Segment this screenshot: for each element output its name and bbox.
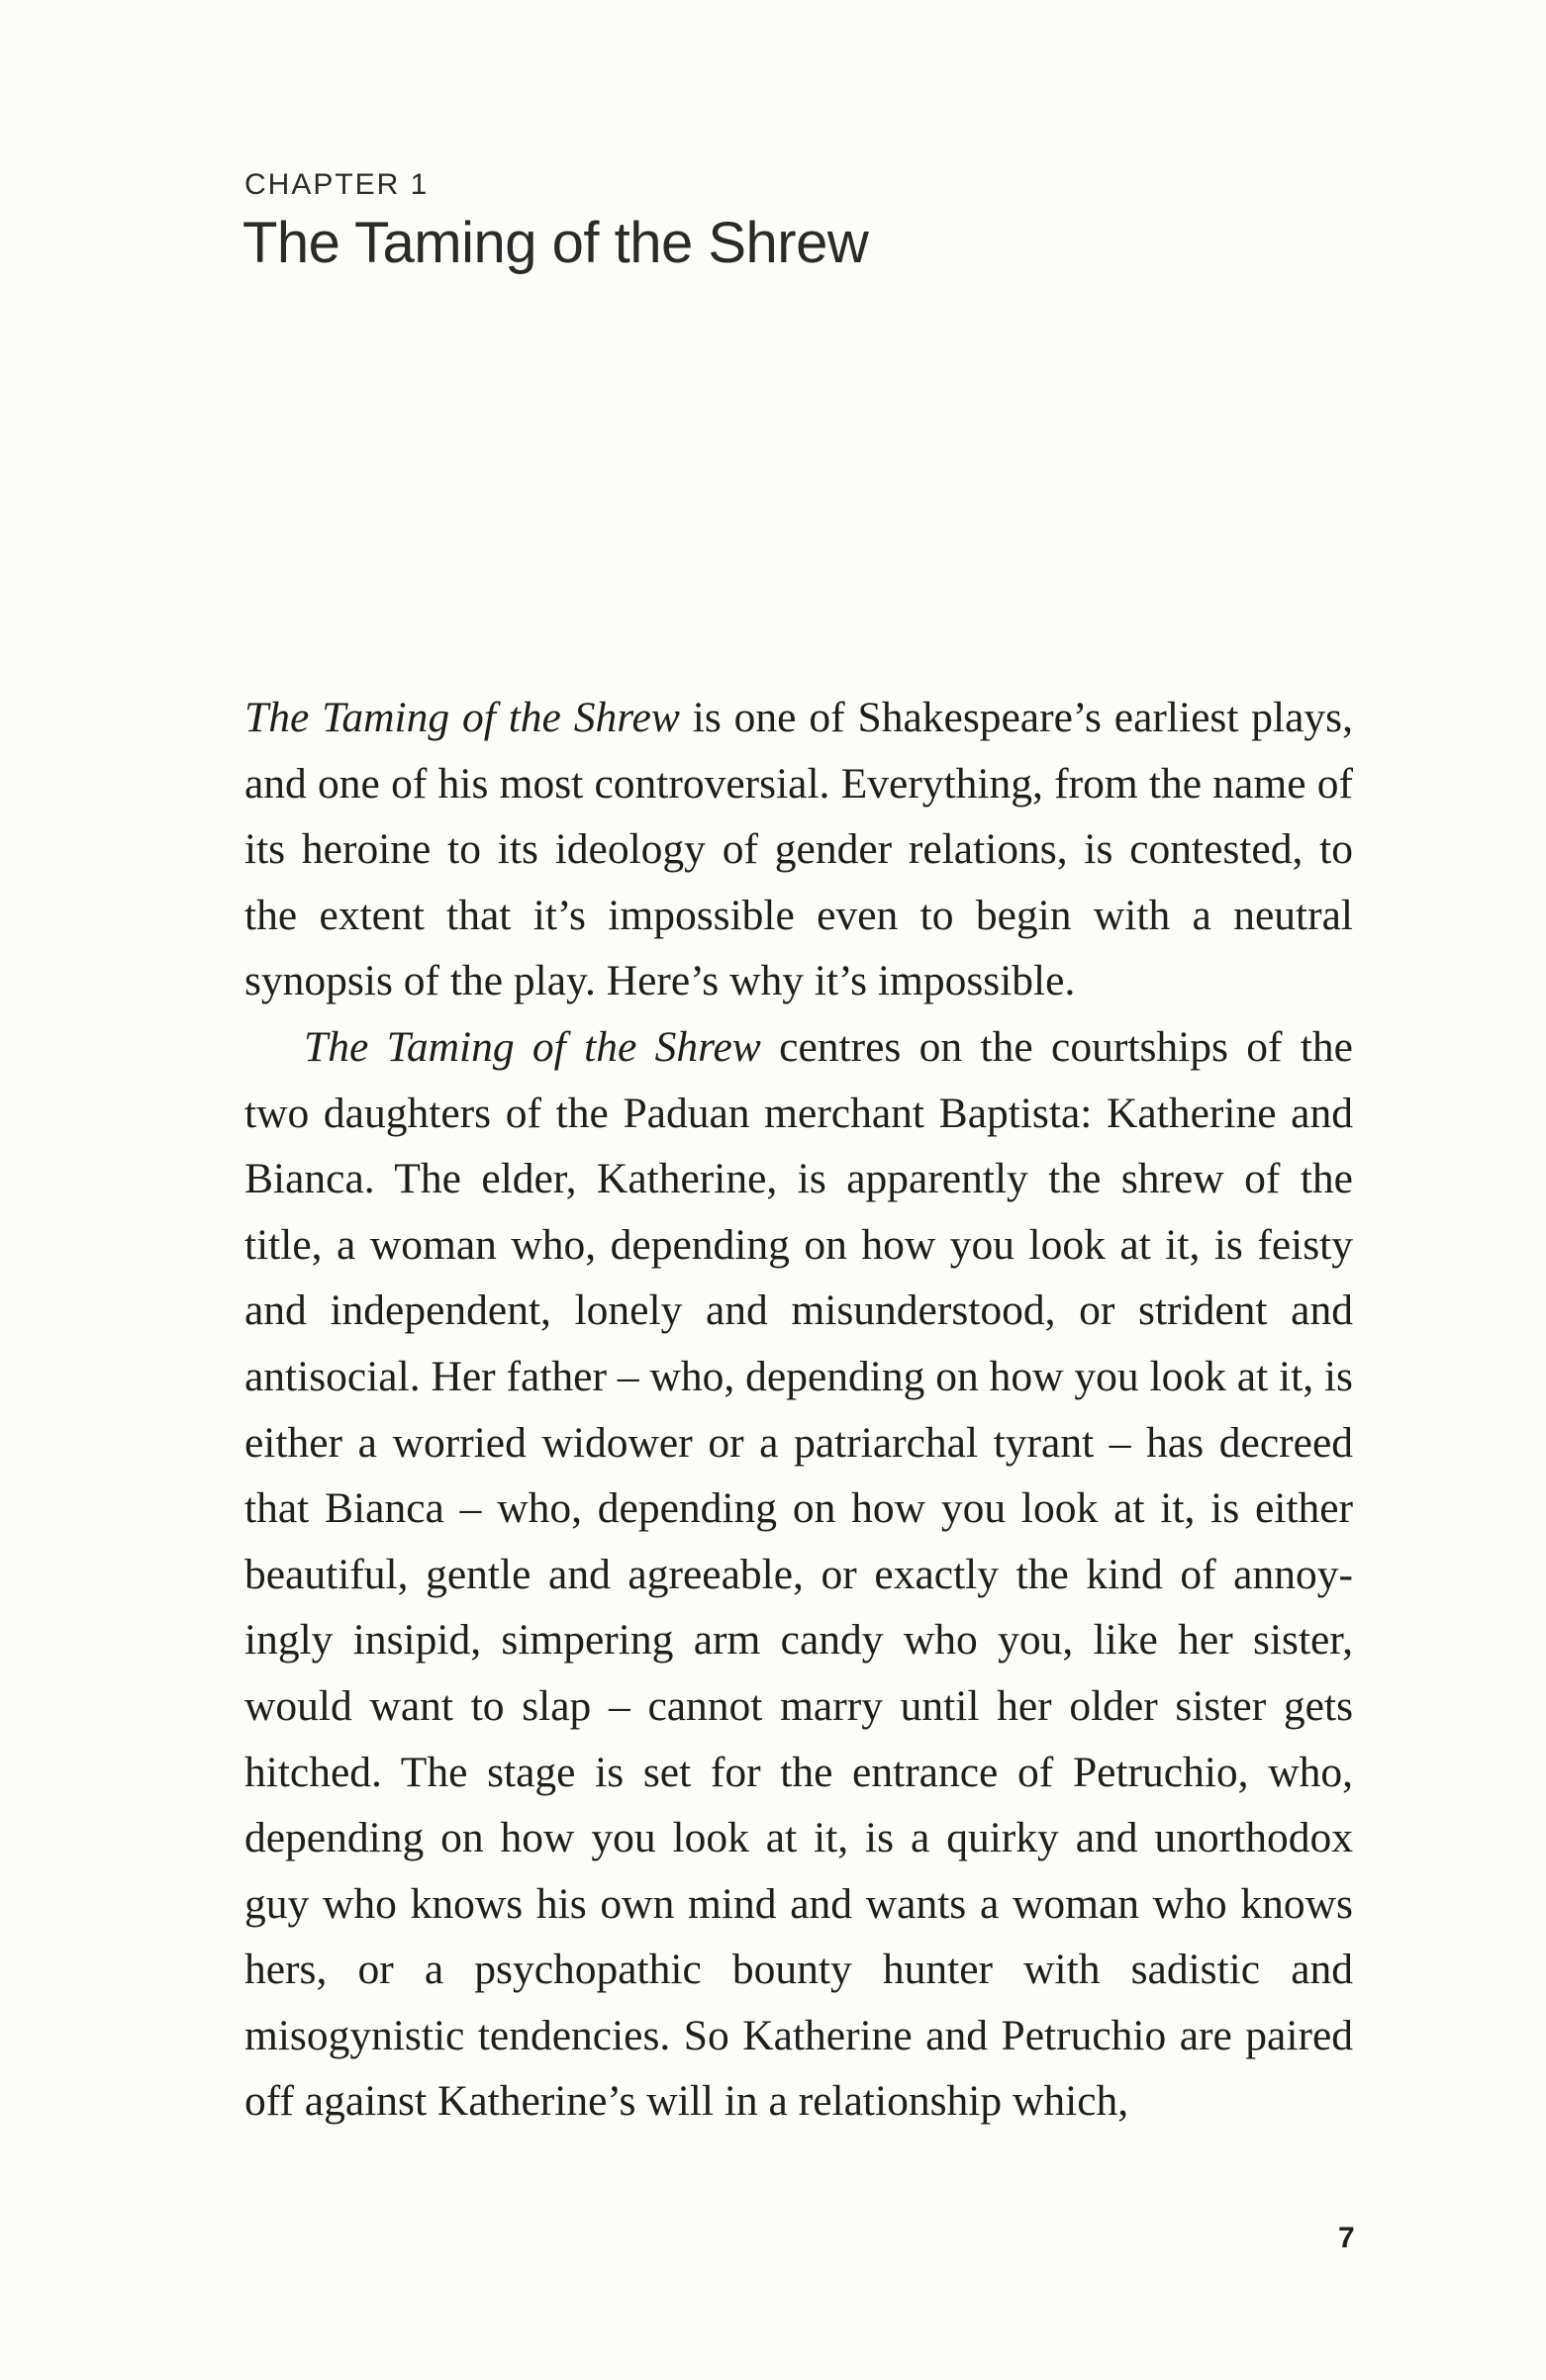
body-text xyxy=(244,685,1353,2135)
chapter-label: CHAPTER 1 xyxy=(244,168,430,201)
paragraph-span: centres on the courtships of the two daughters of the Paduan merchant Baptista: Katherine and Bianca. The elder, Katherine, is apparently the shrew of the title, a woman who, depending on how you look at it, is feisty and independent, lonely and misunderstood, or strident and antisocial. Her father – who, depending on how you look at it, is either a worried widower or a patriarchal tyrant – has decreed that Bianca – who, depending on how you look at it, is either beautiful, gentle and agreeable, or exactly the kind of annoyingly insipid, simpering arm candy who you, like her sister, would want to slap – cannot marry until her older sister gets hitched. The stage is set for the entrance of Petruchio, who, depending on how you look at it, is a quirky and unorthodox guy who knows his own mind and wants a woman who knows hers, or a psychopathic bounty hunter with sadistic and misogynistic tendencies. So Katherine and Petruchio are paired off against Katherine’s will in a relationship which, xyxy=(244,1022,1353,2126)
paragraph-span: The Taming of the Shrew xyxy=(304,1022,761,1071)
chapter-title: The Taming of the Shrew xyxy=(242,211,869,275)
paragraph-span: The Taming of the Shrew xyxy=(244,694,680,741)
paragraph-span: is one of Shakespeare’s earliest plays, and one of his most controversial. Everything, from the name of its heroine to its ideology of gender relations, is contested, to the extent that it’s impossible even to begin with a neutral synopsis of the play. Here’s why it’s impossible. xyxy=(244,694,1353,1005)
paragraph xyxy=(244,1014,1353,2135)
paragraph xyxy=(244,685,1353,1014)
page-number: 7 xyxy=(1338,2222,1355,2254)
